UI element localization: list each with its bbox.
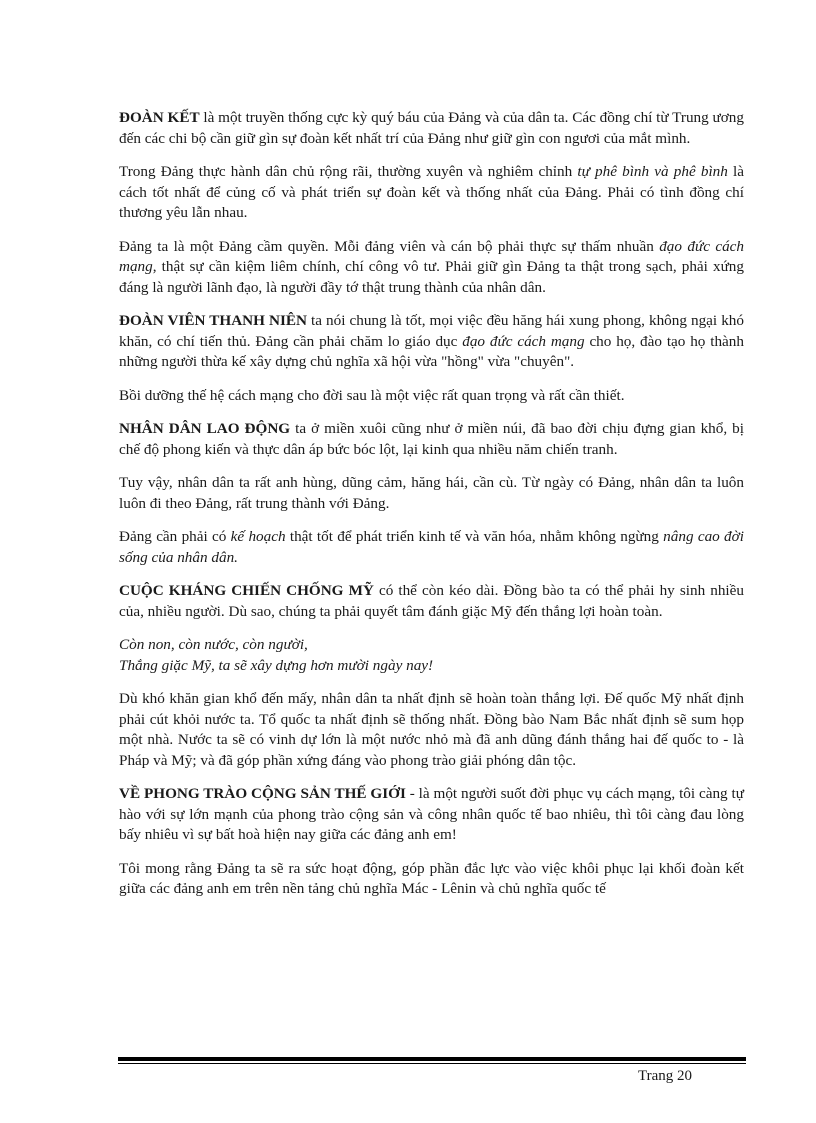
- poem-line: Còn non, còn nước, còn người,: [119, 636, 308, 653]
- italic-text: kế hoạch: [230, 528, 286, 545]
- paragraph-text: Đảng cần phải có: [119, 528, 231, 545]
- body-paragraph: [119, 108, 744, 149]
- paragraph-group-1: [119, 108, 744, 622]
- bold-heading-text: NHÂN DÂN LAO ĐỘNG: [119, 420, 291, 437]
- page-number: Trang 20: [638, 1068, 693, 1084]
- paragraph-text: ta nói chung là tốt, mọi việc đều hăng hái xung phong, không ngại khó khăn, có chí tiến thủ. Đảng cần phải chăm lo giáo dục: [119, 312, 744, 350]
- paragraph-text: ta ở miền xuôi cũng như ở miền núi, đã bao đời chịu đựng gian khổ, bị chế độ phong kiến và thực dân áp bức bóc lột, lại kinh qua nhiều năm chiến tranh.: [119, 420, 744, 458]
- italic-text: nâng cao đời sống của nhân dân.: [119, 528, 744, 566]
- body-paragraph: [119, 859, 744, 900]
- italic-text: tự phê bình và phê bình: [577, 163, 728, 180]
- paragraph-text: , thật sự cần kiệm liêm chính, chí công vô tư. Phải giữ gìn Đảng ta thật trong sạch, phải xứng đáng là người lãnh đạo, là người đầy tớ thật trung thành của nhân dân.: [119, 258, 744, 296]
- paragraph-text: là một truyền thống cực kỳ quý báu của Đảng và của dân ta. Các đồng chí từ Trung ương đến các chi bộ cần giữ gìn sự đoàn kết nhất trí của Đảng như giữ gìn con ngươi của mắt mình.: [119, 109, 744, 147]
- italic-text: đạo đức cách mạng: [462, 332, 585, 350]
- paragraph-text: thật tốt để phát triển kinh tế và văn hóa, nhằm không ngừng: [285, 528, 664, 545]
- paragraph-text: Trong Đảng thực hành dân chủ rộng rãi, thường xuyên và nghiêm chỉnh: [119, 163, 578, 180]
- footer-rule-thick: [118, 1057, 746, 1061]
- paragraph-text: Tôi mong rằng Đảng ta sẽ ra sức hoạt động, góp phần đắc lực vào việc khôi phục lại khối đoàn kết giữa các đảng anh em trên nền tảng chủ nghĩa Mác - Lênin và chủ nghĩa quốc tế: [119, 859, 744, 897]
- paragraph-text: Dù khó khăn gian khổ đến mấy, nhân dân ta nhất định sẽ hoàn toàn thắng lợi. Đế quốc Mỹ nhất định phải cút khỏi nước ta. Tổ quốc ta nhất định sẽ thống nhất. Đồng bào Nam Bắc nhất định sẽ sum họp một nhà. Nước ta sẽ có vinh dự lớn là một nước nhỏ mà đã anh dũng đánh thắng hai đế quốc to - là Pháp và Mỹ; và đã góp phần xứng đáng vào phong trào giải phóng dân tộc.: [119, 690, 744, 769]
- body-paragraph: [119, 311, 744, 373]
- body-paragraph: [119, 162, 744, 224]
- bold-heading-text: CUỘC KHÁNG CHIẾN CHỐNG MỸ: [119, 582, 374, 599]
- body-paragraph: [119, 386, 744, 407]
- body-paragraph: [119, 784, 744, 846]
- paragraph-text: cho họ, đào tạo họ thành những người thừa kế xây dựng chủ nghĩa xã hội vừa "hồng" vừa "chuyên".: [119, 332, 744, 370]
- bold-heading-text: VỀ PHONG TRÀO CỘNG SẢN THẾ GIỚI: [119, 785, 406, 802]
- body-paragraph: [119, 527, 744, 568]
- paragraph-text: Tuy vậy, nhân dân ta rất anh hùng, dũng cảm, hăng hái, cần cù. Từ ngày có Đảng, nhân dân ta luôn luôn đi theo Đảng, rất trung thành với Đảng.: [119, 474, 744, 512]
- body-paragraph: [119, 473, 744, 514]
- paragraph-group-2: [119, 689, 744, 900]
- bold-heading-text: ĐOÀN KẾT: [119, 109, 200, 126]
- body-paragraph: [119, 419, 744, 460]
- body-paragraph: [119, 581, 744, 622]
- poem-block: [119, 635, 744, 676]
- italic-text: đạo đức cách mạng: [119, 237, 744, 275]
- footer-rule-thin: [118, 1063, 746, 1064]
- bold-heading-text: ĐOÀN VIÊN THANH NIÊN: [119, 312, 307, 329]
- body-paragraph: [119, 689, 744, 771]
- page-body: [119, 108, 744, 913]
- paragraph-text: Bồi dưỡng thế hệ cách mạng cho đời sau là một việc rất quan trọng và rất cần thiết.: [119, 386, 625, 404]
- paragraph-text: là cách tốt nhất để củng cố và phát triển sự đoàn kết và thống nhất của Đảng. Phải có tình đồng chí thương yêu lẫn nhau.: [119, 163, 744, 221]
- paragraph-text: có thể còn kéo dài. Đồng bào ta có thể phải hy sinh nhiều của, nhiều người. Dù sao, chúng ta phải quyết tâm đánh giặc Mỹ đến thắng lợi hoàn toàn.: [119, 582, 744, 620]
- body-paragraph: [119, 237, 744, 299]
- paragraph-text: Đảng ta là một Đảng cầm quyền. Mỗi đảng viên và cán bộ phải thực sự thấm nhuần: [119, 237, 660, 255]
- poem-line: Thắng giặc Mỹ, ta sẽ xây dựng hơn mười ngày nay!: [119, 656, 434, 674]
- paragraph-text: - là một người suốt đời phục vụ cách mạng, tôi càng tự hào với sự lớn mạnh của phong trào cộng sản và công nhân quốc tế bao nhiêu, thì tôi càng đau lòng bấy nhiêu vì sự bất hoà hiện nay giữa các đảng anh em!: [119, 785, 744, 843]
